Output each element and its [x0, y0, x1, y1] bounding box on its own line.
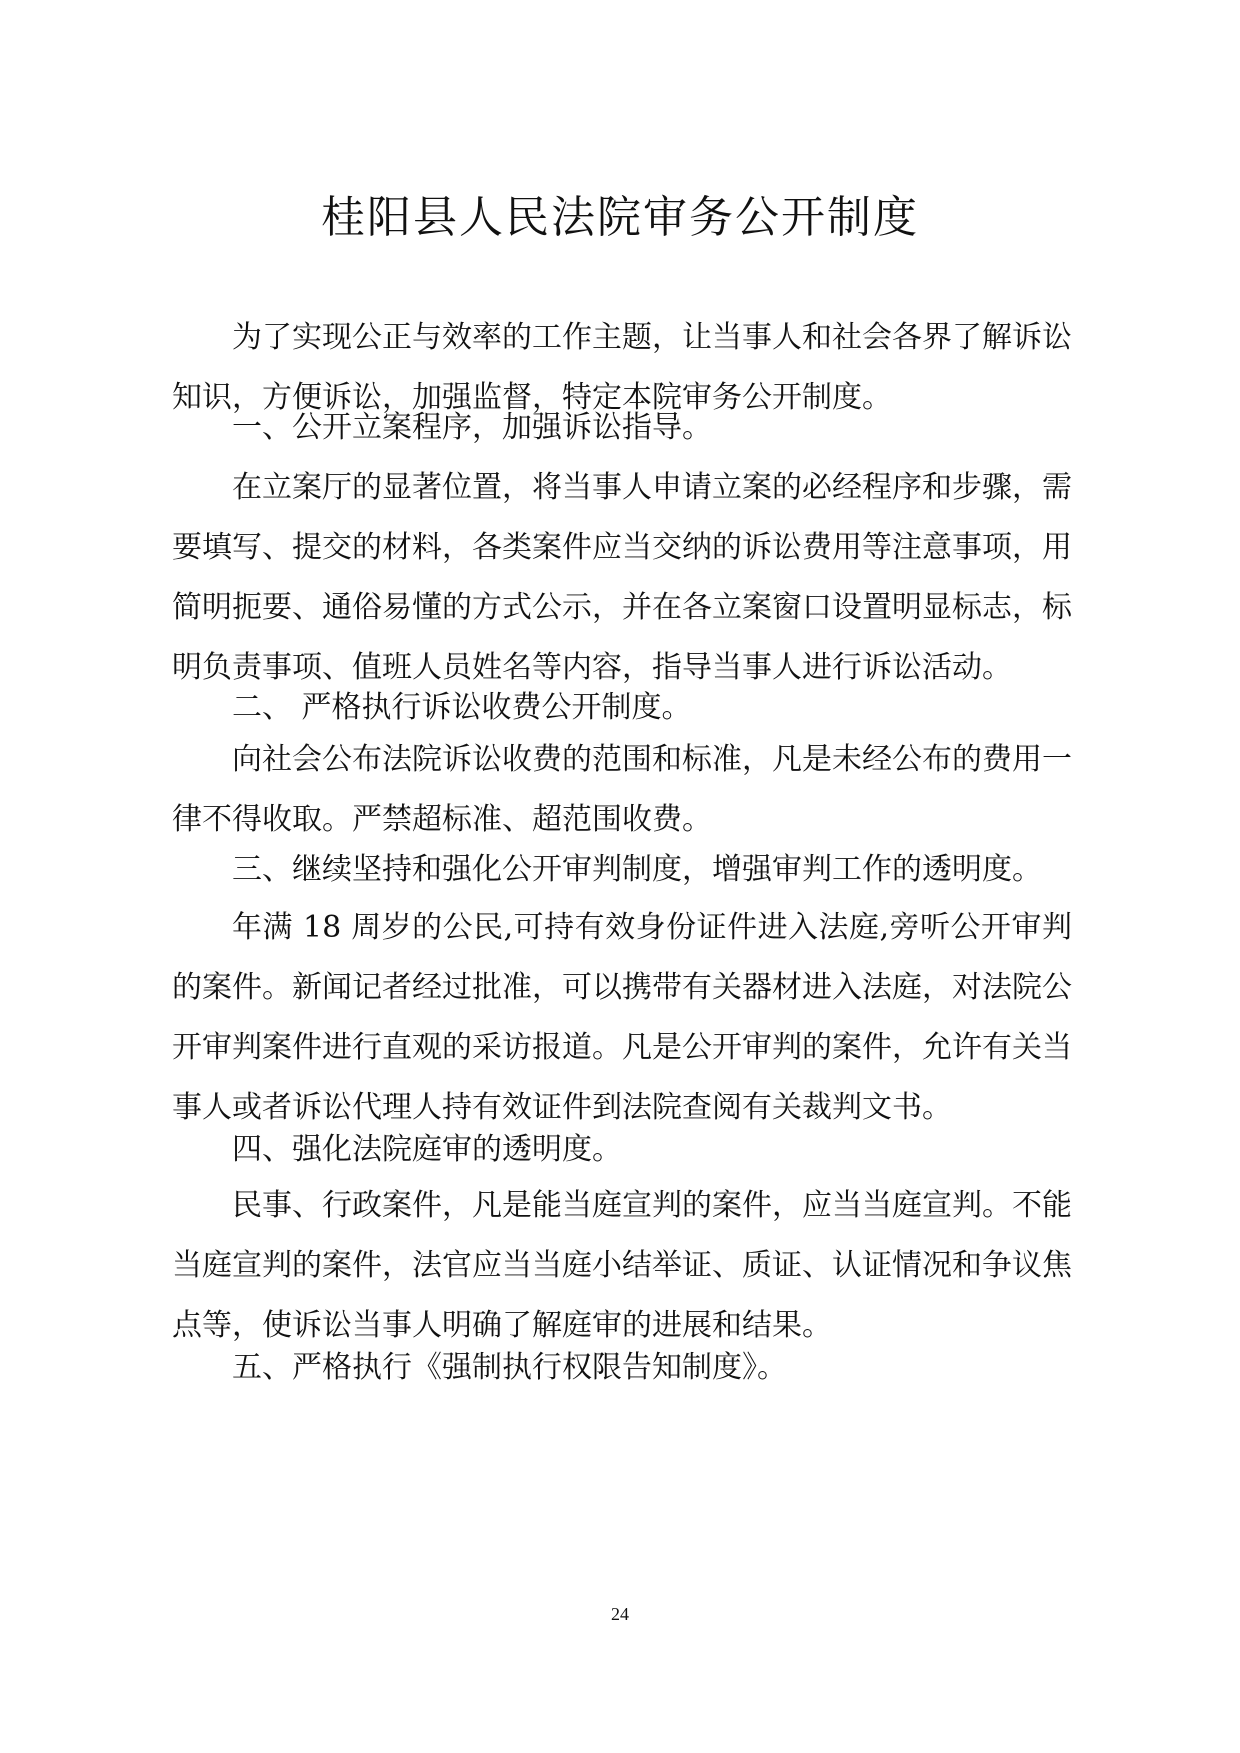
section-4-body: 民事、行政案件，凡是能当庭宣判的案件，应当当庭宣判。不能当庭宣判的案件，法官应当当庭小结举证、质证、认证情况和争议焦点等，使诉讼当事人明确了解庭审的进展和结果。	[172, 1188, 1072, 1343]
section-5-heading: 五、严格执行《强制执行权限告知制度》。	[232, 1350, 787, 1385]
section-3-heading: 三、继续坚持和强化公开审判制度，增强审判工作的透明度。	[232, 852, 1042, 887]
document-title: 桂阳县人民法院审务公开制度	[321, 192, 919, 243]
section-1-body: 在立案厅的显著位置，将当事人申请立案的必经程序和步骤，需要填写、提交的材料，各类案件应当交纳的诉讼费用等注意事项，用简明扼要、通俗易懂的方式公示，并在各立案窗口设置明显标志，标明负责事项、值班人员姓名等内容，指导当事人进行诉讼活动。	[172, 470, 1072, 685]
page-number: 24	[611, 1604, 629, 1624]
section-2-heading: 二、 严格执行诉讼收费公开制度。	[232, 690, 692, 725]
section-2-body: 向社会公布法院诉讼收费的范围和标准，凡是未经公布的费用一律不得收取。严禁超标准、超范围收费。	[172, 742, 1072, 837]
section-3-body: 年满 18 周岁的公民,可持有效身份证件进入法庭,旁听公开审判的案件。新闻记者经过批准，可以携带有关器材进入法庭，对法院公开审判案件进行直观的采访报道。凡是公开审判的案件，允许有关当事人或者诉讼代理人持有效证件到法院查阅有关裁判文书。	[172, 910, 1072, 1125]
section-1-heading: 一、公开立案程序，加强诉讼指导。	[232, 410, 712, 445]
section-4-heading: 四、强化法院庭审的透明度。	[232, 1132, 622, 1167]
intro-paragraph: 为了实现公正与效率的工作主题，让当事人和社会各界了解诉讼知识，方便诉讼，加强监督，特定本院审务公开制度。	[172, 320, 1072, 415]
